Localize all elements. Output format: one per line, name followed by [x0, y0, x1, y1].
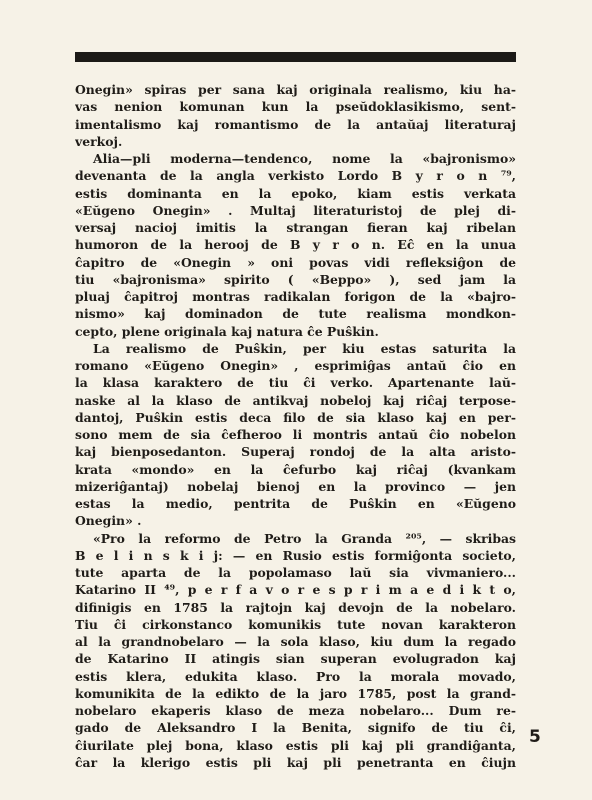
text-line: B e l i n s k i j: — en Rusio estis formiĝonta societo, [75, 547, 516, 563]
text-line: kaj bienposedanton. Superaj rondoj de la alta aristo- [75, 444, 516, 460]
text-line: de Katarino II atingis sian superan evolugradon kaj [75, 651, 516, 667]
text-line: «Pro la reformo de Petro la Granda ²⁰⁵, — skribas [93, 530, 516, 546]
text-line: difinigis en 1785 la rajtojn kaj devojn de la nobelaro. [75, 599, 516, 615]
text-line: al la grandnobelaro — la sola klaso, kiu dum la regado [75, 634, 516, 649]
text-line: Onegin» . [75, 513, 142, 529]
text-line: versaj nacioj imitis la strangan fieran kaj ribelan [75, 220, 516, 235]
text-line: devenanta de la angla verkisto Lordo B y r o n ⁷⁹, [75, 168, 516, 184]
header-rule [75, 52, 516, 62]
text-line: vas nenion komunan kun la pseŭdoklasikismo, sent- [75, 99, 516, 115]
text-line: nismo» kaj dominadon de tute realisma mondkon- [75, 306, 516, 322]
text-line: romano «Eŭgeno Onegin» , esprimiĝas antaŭ ĉio en [75, 358, 516, 373]
text-line: cepto, plene originala kaj natura ĉe Puŝkin. [75, 323, 379, 339]
text-line: La realismo de Puŝkin, per kiu estas saturita la [93, 340, 516, 356]
text-line: humoron de la herooj de B y r o n. Eĉ en la unua [75, 237, 516, 253]
text-line: «Eŭgeno Onegin» . Multaj literaturistoj de plej di- [75, 202, 516, 218]
text-line: krata «mondo» en la ĉefurbo kaj riĉaj (kvankam [75, 461, 516, 477]
text-line: ĉapitro de «Onegin » oni povas vidi refleksiĝon de [75, 254, 516, 270]
text-line: tute aparta de la popolamaso laŭ sia vivmaniero... [75, 565, 516, 580]
text-line: tiu «bajronisma» spirito ( «Beppo» ), sed jam la [75, 271, 516, 287]
text-line: imentalismo kaj romantismo de la antaŭaj literaturaj [75, 116, 516, 132]
text-line: gado de Aleksandro I la Benita, signifo de tiu ĉi, [75, 720, 516, 736]
text-line: naske al la klaso de antikvaj nobeloj kaj riĉaj terpose- [75, 392, 516, 408]
page-number: 5 [529, 727, 541, 747]
text-line: nobelaro ekaperis klaso de meza nobelaro... Dum re- [75, 703, 516, 718]
body-text [75, 81, 516, 771]
text-line: ĉiurilate plej bona, klaso estis pli kaj pli grandiĝanta, [75, 737, 516, 753]
text-line: Onegin» spiras per sana kaj originala realismo, kiu ha- [75, 82, 516, 97]
text-line: komunikita de la edikto de la jaro 1785, post la grand- [75, 685, 516, 701]
text-line: mizeriĝantaj) nobelaj bienoj en la provinco — jen [75, 478, 516, 494]
text-line: dantoj, Puŝkin estis deca filo de sia klaso kaj en per- [75, 409, 516, 425]
text-line: la klasa karaktero de tiu ĉi verko. Apartenante laŭ- [75, 375, 516, 391]
text-line: Katarino II ⁴⁹, p e r f a v o r e s p r i m a e d i k t o, [75, 582, 516, 598]
text-line: estas la medio, pentrita de Puŝkin en «Eŭgeno [75, 496, 516, 511]
text-line: pluaj ĉapitroj montras radikalan forigon de la «bajro- [75, 289, 516, 304]
text-line: ĉar la klerigo estis pli kaj pli penetranta en ĉiujn [75, 754, 516, 770]
text-line: sono mem de sia ĉefheroo li montris antaŭ ĉio nobelon [75, 427, 516, 442]
text-line: Alia—pli moderna—tendenco, nome la «bajronismo» [93, 151, 516, 166]
text-line: estis klera, edukita klaso. Pro la morala movado, [75, 668, 516, 684]
text-line: estis dominanta en la epoko, kiam estis verkata [75, 185, 516, 201]
text-line: verkoj. [75, 133, 123, 149]
text-line: Tiu ĉi cirkonstanco komunikis tute novan karakteron [75, 616, 516, 632]
